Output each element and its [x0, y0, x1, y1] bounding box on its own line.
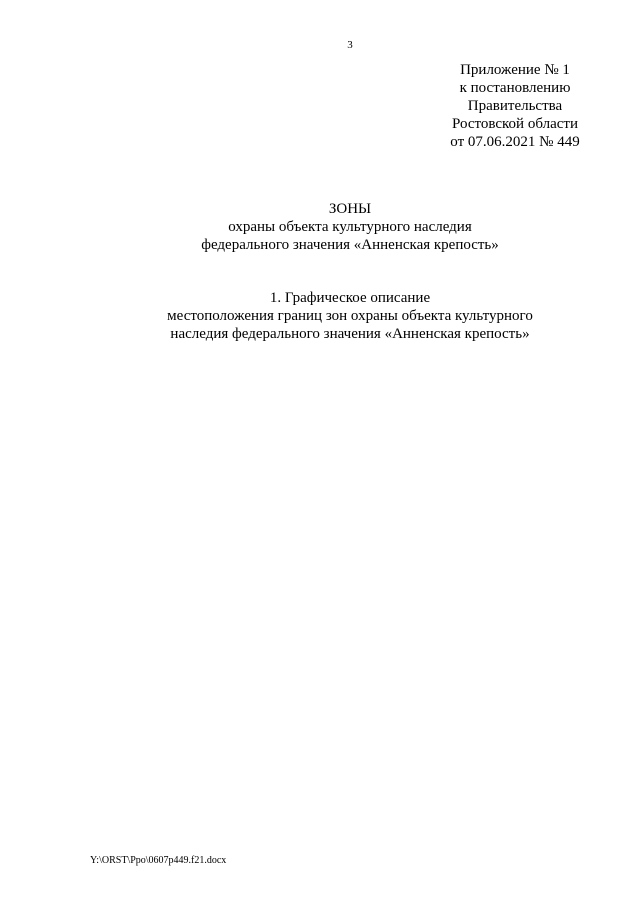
appendix-reference [430, 61, 600, 151]
appendix-line-resolution: к постановлению [459, 80, 571, 96]
section-heading-line-2: местоположения границ зон охраны объекта культурного [167, 308, 533, 324]
section-heading [0, 289, 640, 343]
section-heading-line-1: 1. Графическое описание [269, 290, 431, 306]
document-title-heading: ЗОНЫ [328, 201, 372, 217]
footer-file-path: Y:\ORST\Ppo\0607p449.f21.docx [90, 855, 227, 866]
appendix-line-region: Ростовской области [452, 116, 578, 132]
page-number: 3 [347, 39, 353, 51]
appendix-line-government: Правительства [467, 98, 563, 114]
appendix-line-date-number: от 07.06.2021 № 449 [450, 134, 580, 150]
document-title-line-2: федерального значения «Анненская крепость» [201, 237, 499, 253]
appendix-line-title: Приложение № 1 [460, 62, 570, 78]
document-title [0, 200, 640, 254]
document-title-line-1: охраны объекта культурного наследия [228, 219, 472, 235]
section-heading-line-3: наследия федерального значения «Анненская крепость» [170, 326, 530, 342]
